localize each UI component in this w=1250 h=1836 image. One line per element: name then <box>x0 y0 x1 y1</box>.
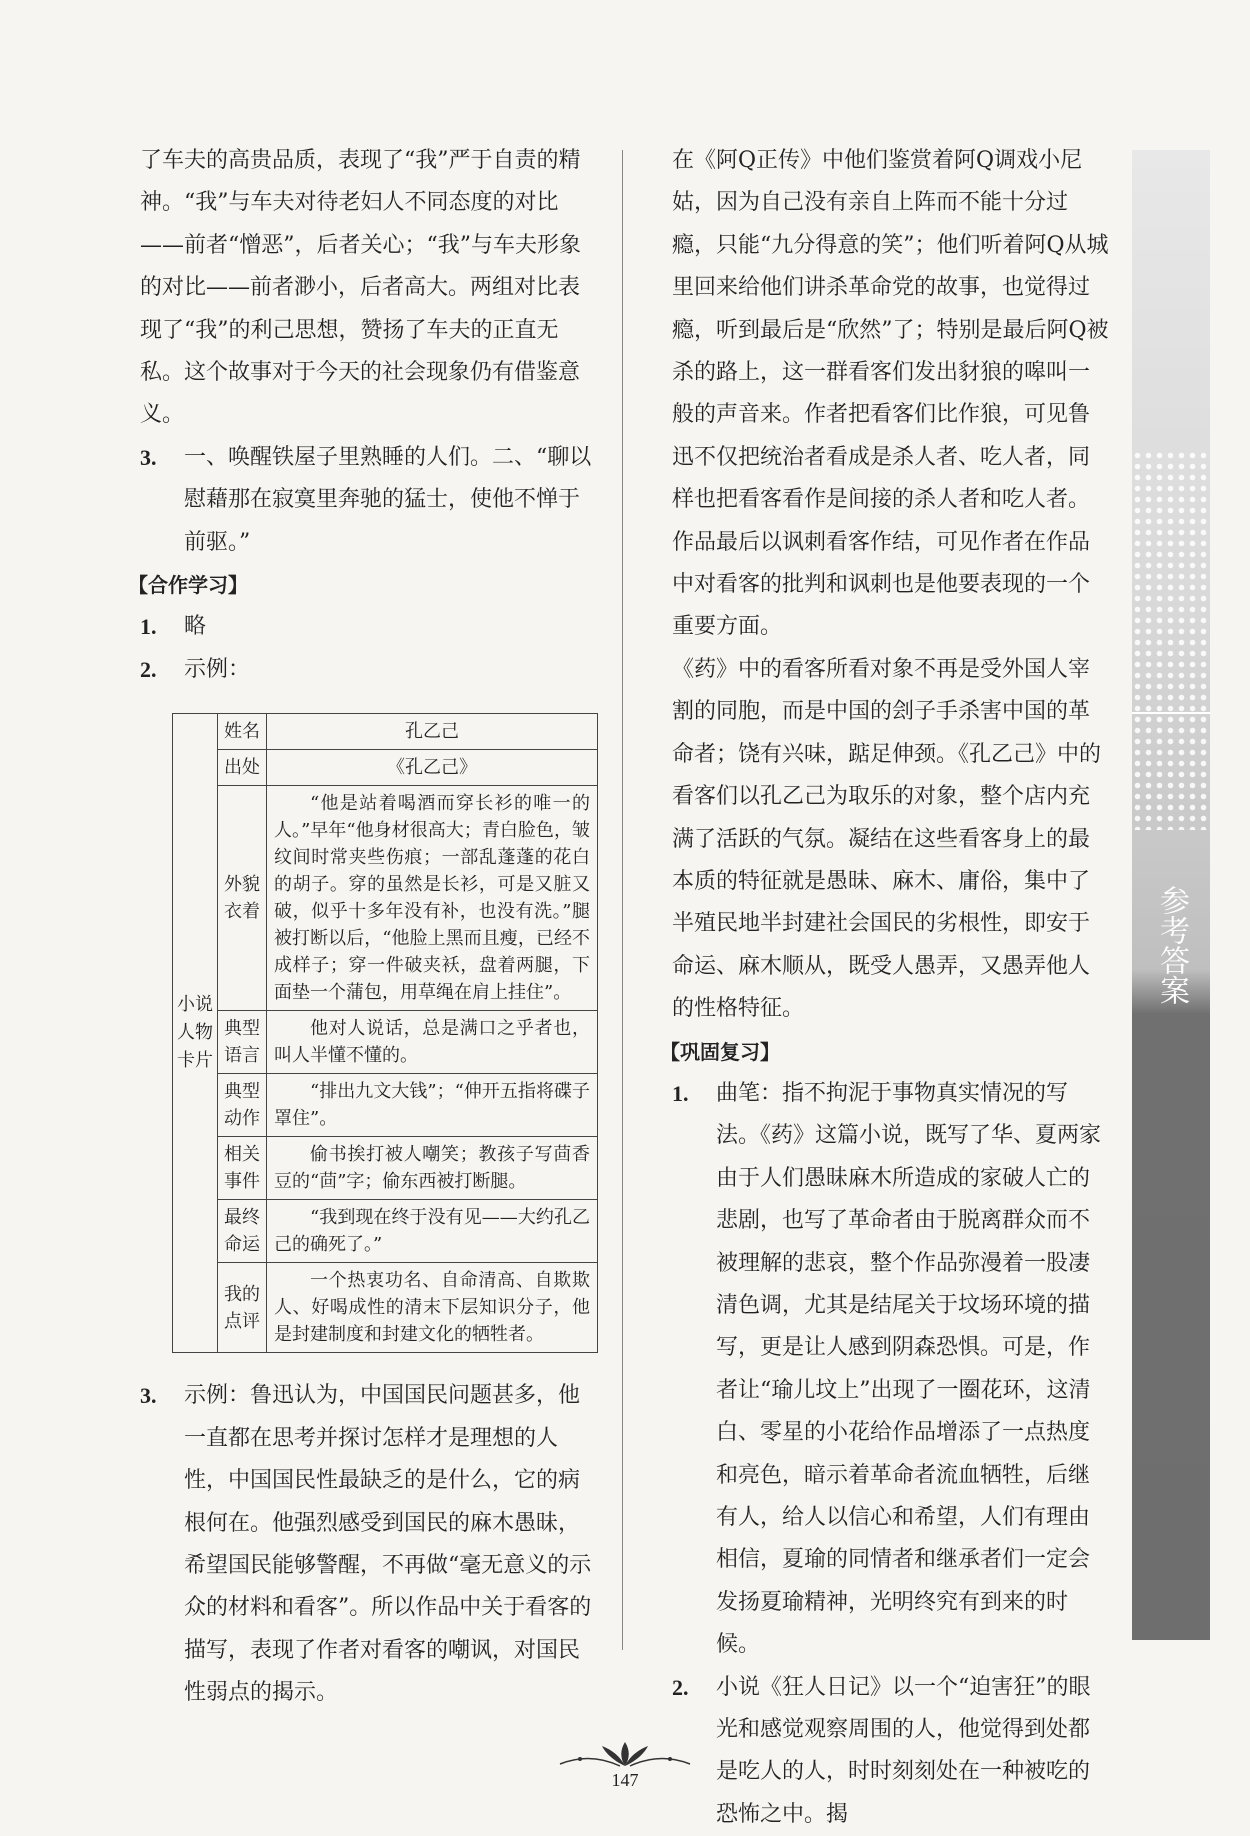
row-value: 孔乙己 <box>267 714 598 750</box>
row-label: 姓名 <box>218 714 267 750</box>
column-divider <box>622 150 623 1650</box>
card-category: 小说人物卡片 <box>173 714 218 1353</box>
review-item-1 <box>672 1073 1110 1667</box>
coop-item-2 <box>140 649 598 691</box>
row-value: 《孔乙己》 <box>267 750 598 786</box>
row-label: 我的点评 <box>218 1263 267 1353</box>
row-value: 一个热衷功名、自命清高、自欺欺人、好喝成性的清末下层知识分子，他是封建制度和封建文化的牺牲者。 <box>267 1263 598 1353</box>
table-row <box>173 1263 598 1353</box>
item-text: 曲笔：指不拘泥于事物真实情况的写法。《药》这篇小说，既写了华、夏两家由于人们愚昧麻木所造成的家破人亡的悲剧，也写了革命者由于脱离群众而不被理解的悲哀，整个作品弥漫着一股凄清色调，尤其是结尾关于坟场环境的描写，更是让人感到阴森恐惧。可是，作者让“瑜儿坟上”出现了一圈花环，这清白、零星的小花给作品增添了一点热度和亮色，暗示着革命者流血牺牲，后继有人，给人以信心和希望，人们有理由相信，夏瑜的同情者和继承者们一定会发扬夏瑜精神，光明终究有到来的时候。 <box>716 1080 1102 1658</box>
table-row <box>173 1074 598 1137</box>
table-row <box>173 786 598 1011</box>
table-row <box>173 1011 598 1074</box>
dot-pattern <box>1132 450 1210 830</box>
right-column <box>660 140 1110 1836</box>
item-number: 3. <box>140 1383 157 1409</box>
item-text: 一、唤醒铁屋子里熟睡的人们。二、“聊以慰藉那在寂寞里奔驰的猛士，使他不惮于前驱。” <box>184 444 592 555</box>
row-value: 偷书挨打被人嘲笑；教孩子写茴香豆的“茴”字；偷东西被打断腿。 <box>267 1137 598 1200</box>
item-text: 略 <box>184 614 207 640</box>
item-number: 1. <box>672 1080 689 1106</box>
right-paragraph-1: 在《阿Q正传》中他们鉴赏着阿Q调戏小尼姑，因为自己没有亲自上阵而不能十分过瘾，只能“九分得意的笑”；他们听着阿Q从城里回来给他们讲杀革命党的故事，也觉得过瘾，听到最后是“欣然”了；特别是最后阿Q被杀的路上，这一群看客们发出豺狼的嗥叫一般的声音来。作者把看客们比作狼，可见鲁迅不仅把统治者看成是杀人者、吃人者，同样也把看客看作是间接的杀人者和吃人者。作品最后以讽刺看客作结，可见作者在作品中对看客的批判和讽刺也是他要表现的一个重要方面。 <box>672 148 1109 640</box>
left-paragraph: 了车夫的高贵品质，表现了“我”严于自责的精神。“我”与车夫对待老妇人不同态度的对比——前者“憎恶”，后者关心；“我”与车夫形象的对比——前者渺小，后者高大。两组对比表现了“我”的利己思想，赞扬了车夫的正直无私。这个故事对于今天的社会现象仍有借鉴意义。 <box>140 148 581 428</box>
item-text: 示例： <box>184 656 251 682</box>
row-label: 外貌衣着 <box>218 786 267 1011</box>
left-column <box>128 140 598 1715</box>
item-text: 小说《狂人日记》以一个“迫害狂”的眼光和感觉观察周围的人，他觉得到处都是吃人的人，时时刻刻处在一种被吃的恐怖之中。揭 <box>716 1674 1091 1827</box>
answer-item-3 <box>140 437 598 564</box>
sidebar-label: 参考答案 <box>1154 885 1189 1005</box>
leaf-ornament-icon <box>550 1740 700 1770</box>
table-row <box>173 1137 598 1200</box>
character-card-table <box>172 713 598 1353</box>
table-row <box>173 750 598 786</box>
row-value: “我到现在终于没有见——大约孔乙己的确死了。” <box>267 1200 598 1263</box>
row-value: “他是站着喝酒而穿长衫的唯一的人。”早年“他身材很高大；青白脸色，皱纹间时常夹些伤痕；一部乱蓬蓬的花白的胡子。穿的虽然是长衫，可是又脏又破，似乎十多年没有补，也没有洗。”腿被打断以后，“他脸上黑而且瘦，已经不成样子；穿一件破夹袄，盘着两腿，下面垫一个蒲包，用草绳在肩上挂住”。 <box>267 786 598 1011</box>
item-number: 2. <box>140 656 157 682</box>
item-number: 1. <box>140 614 157 640</box>
row-label: 最终命运 <box>218 1200 267 1263</box>
row-label: 典型语言 <box>218 1011 267 1074</box>
row-label: 出处 <box>218 750 267 786</box>
item-text: 示例：鲁迅认为，中国国民问题甚多，他一直都在思考并探讨怎样才是理想的人性，中国国民性最缺乏的是什么，它的病根何在。他强烈感受到国民的麻木愚昧，希望国民能够警醒，不再做“毫无意义的示众的材料和看客”。所以作品中关于看客的描写，表现了作者对看客的嘲讽，对国民性弱点的揭示。 <box>184 1383 592 1706</box>
answer-sidebar <box>1132 150 1210 1640</box>
item-number: 3. <box>140 444 157 470</box>
item-number: 2. <box>672 1674 689 1700</box>
section-title-cooperative: 【合作学习】 <box>128 573 248 598</box>
section-title-review: 【巩固复习】 <box>660 1039 780 1064</box>
sidebar-separator <box>1132 712 1210 714</box>
coop-item-3 <box>140 1375 598 1714</box>
row-label: 典型动作 <box>218 1074 267 1137</box>
row-label: 相关事件 <box>218 1137 267 1200</box>
row-value: 他对人说话，总是满口之乎者也，叫人半懂不懂的。 <box>267 1011 598 1074</box>
right-paragraph-2: 《药》中的看客所看对象不再是受外国人宰割的同胞，而是中国的刽子手杀害中国的革命者；饶有兴味，踮足伸颈。《孔乙己》中的看客们以孔乙己为取乐的对象，整个店内充满了活跃的气氛。凝结在这些看客身上的最本质的特征就是愚昧、麻木、庸俗，集中了半殖民地半封建社会国民的劣根性，即安于命运、麻木顺从，既受人愚弄，又愚弄他人的性格特征。 <box>672 656 1102 1022</box>
page-footer <box>0 1740 1250 1791</box>
row-value: “排出九文大钱”；“伸开五指将碟子罩住”。 <box>267 1074 598 1137</box>
page-number: 147 <box>611 1770 639 1790</box>
table-row <box>173 1200 598 1263</box>
coop-item-1 <box>140 606 598 648</box>
table-row <box>173 714 598 750</box>
